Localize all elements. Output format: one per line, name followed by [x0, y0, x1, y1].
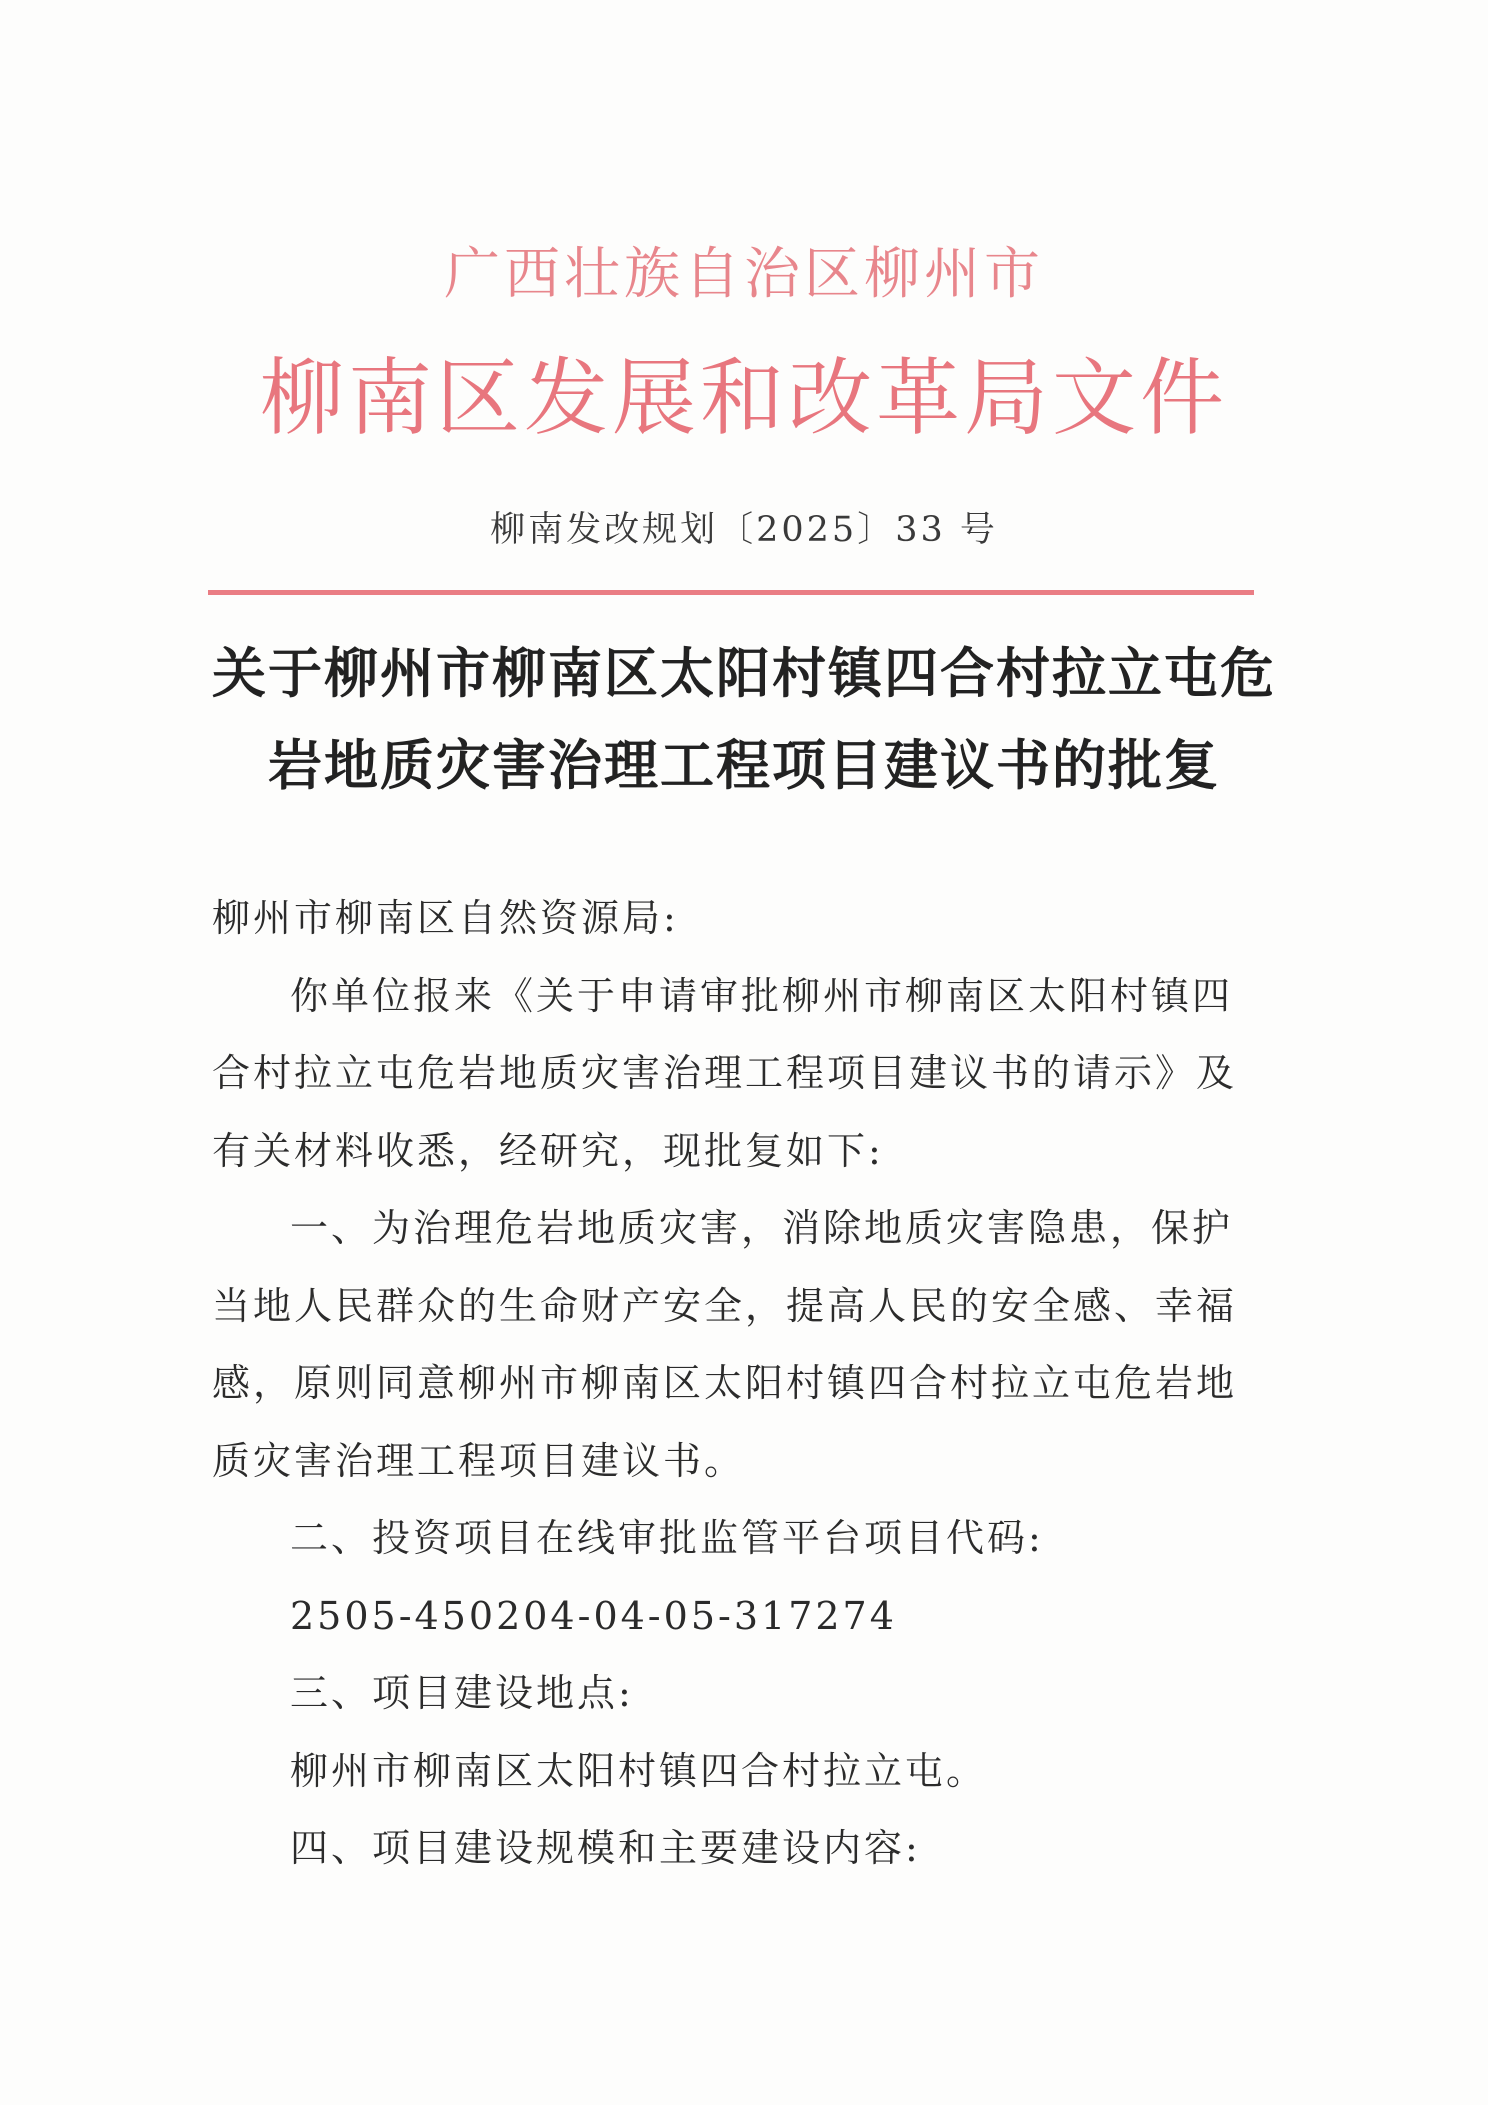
project-location: 柳州市柳南区太阳村镇四合村拉立屯。	[290, 1748, 988, 1793]
document-number: 柳南发改规划〔2025〕33 号	[490, 510, 998, 550]
paragraph-request: 你单位报来《关于申请审批柳州市柳南区太阳村镇四合村拉立屯危岩地质灾害治理工程项目建议书的请示》及有关材料收悉，经研究，现批复如下:	[212, 973, 1238, 1173]
issuer-region: 广西壮族自治区柳州市	[444, 242, 1044, 307]
title-line-1: 关于柳州市柳南区太阳村镇四合村拉立屯危	[212, 642, 1276, 705]
red-divider-line	[208, 590, 1254, 595]
document-body	[212, 880, 1262, 1888]
item-4-heading: 四、项目建设规模和主要建设内容:	[290, 1826, 921, 1870]
addressee: 柳州市柳南区自然资源局:	[212, 896, 679, 940]
issuer-title: 柳南区发展和改革局文件	[259, 349, 1228, 447]
project-code: 2505-450204-04-05-317274	[290, 1593, 897, 1638]
item-2-heading: 二、投资项目在线审批监管平台项目代码:	[290, 1516, 1044, 1560]
title-line-2: 岩地质灾害治理工程项目建议书的批复	[268, 734, 1220, 797]
document-title	[150, 628, 1338, 812]
item-3-heading: 三、项目建设地点:	[290, 1671, 634, 1715]
paragraph-item-1: 一、为治理危岩地质灾害，消除地质灾害隐患，保护当地人民群众的生命财产安全，提高人民的安全感、幸福感，原则同意柳州市柳南区太阳村镇四合村拉立屯危岩地质灾害治理工程项目建议书。	[212, 1206, 1238, 1483]
